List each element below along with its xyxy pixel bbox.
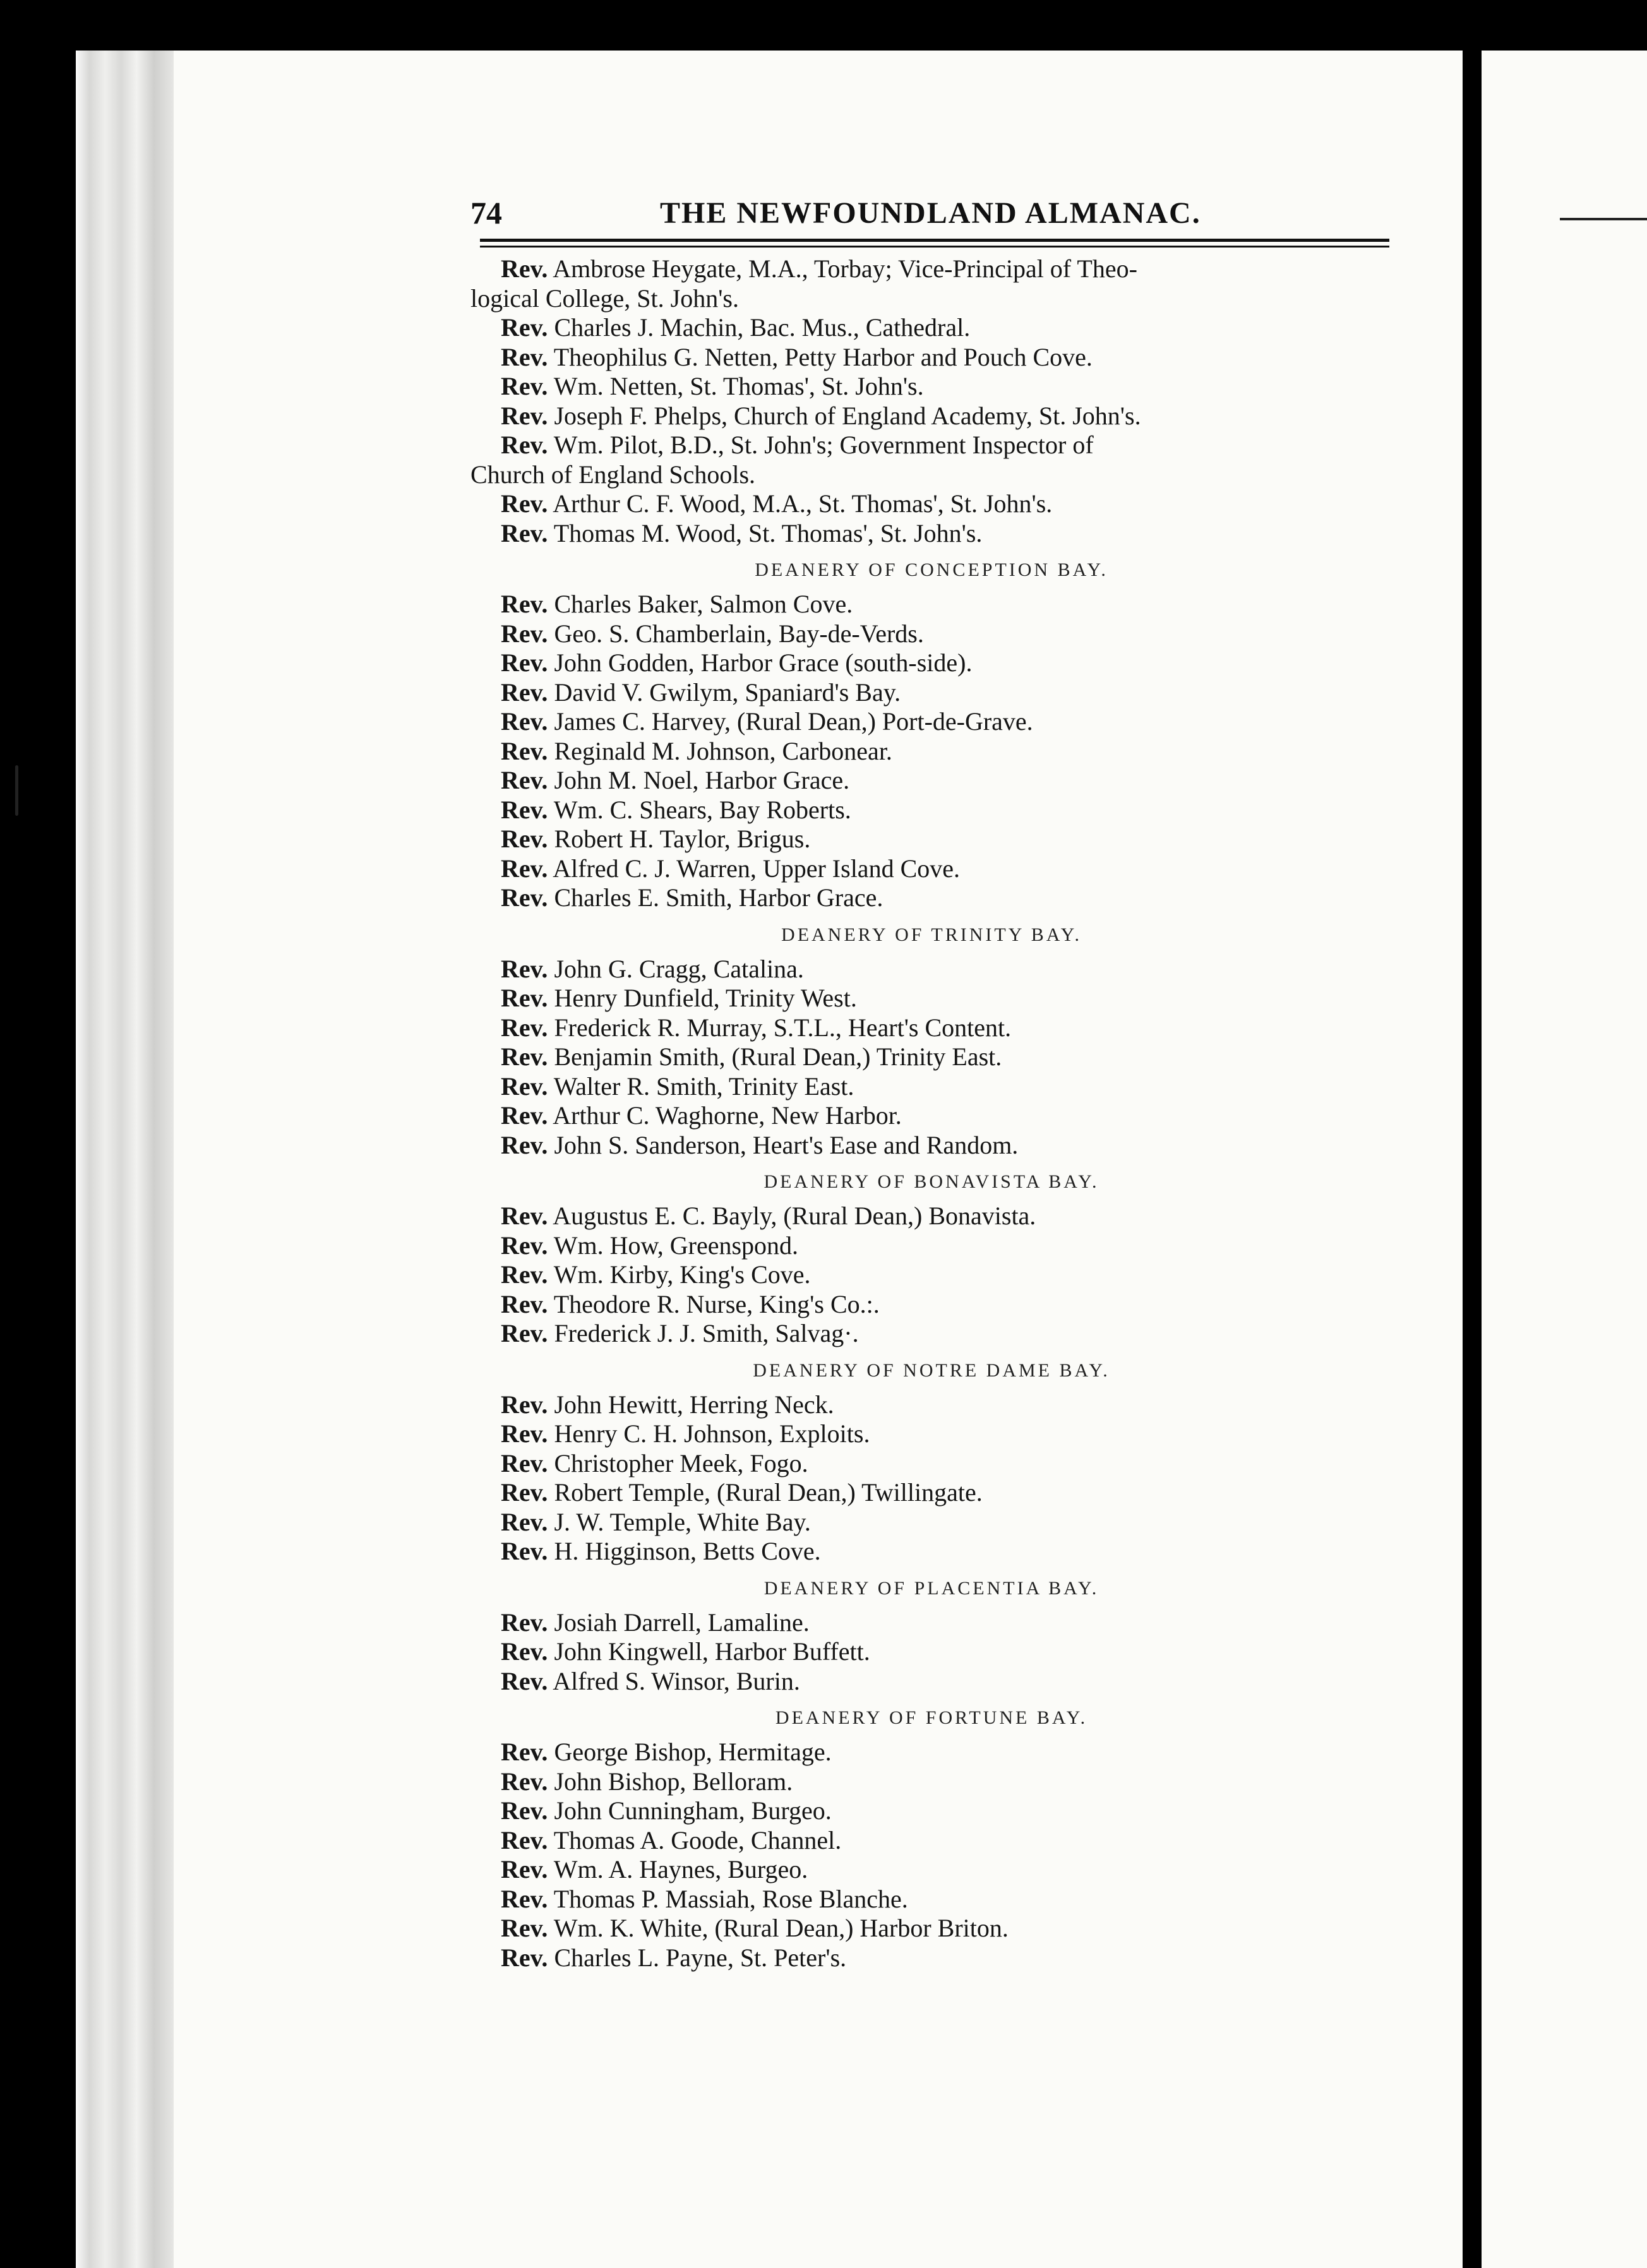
clergy-entry (470, 1260, 1392, 1290)
clergy-entry (470, 1637, 1392, 1667)
entry-text: John Bishop, Belloram. (548, 1767, 793, 1796)
clergy-entry (470, 402, 1392, 431)
clergy-entry (470, 648, 1392, 678)
entry-title: Rev. (501, 1608, 548, 1637)
entry-title: Rev. (501, 736, 548, 765)
entry-title: Rev. (501, 1914, 548, 1942)
clergy-entry (470, 1478, 1392, 1508)
clergy-entry (470, 1826, 1392, 1856)
entry-title: Rev. (501, 401, 548, 430)
entry-title: Rev. (501, 431, 548, 459)
entry-text: Wm. How, Greenspond. (548, 1231, 799, 1260)
entry-text: Wm. Kirby, King's Cove. (548, 1260, 811, 1289)
entry-text: Thomas A. Goode, Channel. (548, 1825, 842, 1854)
entry-text: Wm. K. White, (Rural Dean,) Harbor Briton. (548, 1914, 1009, 1942)
section-heading: DEANERY OF CONCEPTION BAY. (755, 559, 1108, 580)
entry-text: H. Higginson, Betts Cove. (548, 1537, 821, 1565)
header-rule (480, 239, 1389, 242)
entry-text: Josiah Darrell, Lamaline. (548, 1608, 810, 1637)
entry-text: Wm. C. Shears, Bay Roberts. (548, 795, 851, 824)
running-title: THE NEWFOUNDLAND ALMANAC. (660, 196, 1201, 230)
entry-title: Rev. (501, 1130, 548, 1159)
entry-text: John M. Noel, Harbor Grace. (548, 766, 850, 794)
entry-title: Rev. (501, 489, 548, 518)
clergy-entry (470, 766, 1392, 796)
entry-text: Henry C. H. Johnson, Exploits. (548, 1419, 870, 1448)
entry-title: Rev. (501, 1202, 548, 1230)
entry-title: Rev. (501, 1071, 548, 1101)
page-header (470, 194, 1392, 245)
entry-text: Frederick J. J. Smith, Salvag·. (548, 1319, 859, 1347)
entry-text: James C. Harvey, (Rural Dean,) Port-de-Grave. (548, 707, 1033, 736)
entry-title: Rev. (501, 1796, 548, 1825)
entry-continuation: logical College, St. John's. (470, 284, 739, 313)
clergy-entry (470, 1013, 1392, 1043)
header-rule-right-page (1560, 218, 1647, 220)
entry-title: Rev. (501, 1666, 548, 1695)
clergy-entry (470, 431, 1392, 460)
entry-text: Reginald M. Johnson, Carbonear. (548, 736, 892, 765)
section-heading: DEANERY OF NOTRE DAME BAY. (753, 1359, 1110, 1381)
clergy-entry (470, 1667, 1392, 1697)
margin-mark (15, 765, 18, 816)
clergy-entry (470, 1796, 1392, 1826)
entry-title: Rev. (501, 1419, 548, 1448)
clergy-entry (470, 883, 1392, 913)
clergy-entry (470, 1914, 1392, 1943)
entry-text: Wm. Pilot, B.D., St. John's; Government Inspector of (548, 431, 1094, 459)
page-number: 74 (470, 195, 502, 230)
entry-text: Walter R. Smith, Trinity East. (548, 1071, 854, 1101)
entry-title: Rev. (501, 1855, 548, 1883)
entry-continuation: Church of England Schools. (470, 460, 756, 489)
entry-title: Rev. (501, 1101, 548, 1130)
clergy-entry (470, 678, 1392, 708)
entry-text: Ambrose Heygate, M.A., Torbay; Vice-Principal of Theo- (548, 254, 1137, 283)
entry-text: John Cunningham, Burgeo. (548, 1796, 832, 1825)
clergy-entry (470, 1390, 1392, 1420)
entry-title: Rev. (501, 1825, 548, 1854)
clergy-entry (470, 737, 1392, 767)
clergy-entry (470, 1449, 1392, 1479)
clergy-entry (470, 1767, 1392, 1797)
entry-text: Alfred S. Winsor, Burin. (548, 1666, 800, 1695)
section-heading: DEANERY OF PLACENTIA BAY. (764, 1577, 1099, 1599)
clergy-entry (470, 1231, 1392, 1261)
entry-title: Rev. (501, 648, 548, 677)
entry-text: Wm. A. Haynes, Burgeo. (548, 1855, 808, 1883)
entry-text: Augustus E. C. Bayly, (Rural Dean,) Bonavista. (548, 1202, 1036, 1230)
entry-title: Rev. (501, 313, 548, 342)
clergy-entry (470, 1608, 1392, 1638)
clergy-entry (470, 1537, 1392, 1567)
clergy-entry (470, 796, 1392, 825)
clergy-entry (470, 854, 1392, 884)
entry-title: Rev. (501, 1013, 548, 1042)
entry-title: Rev. (501, 1231, 548, 1260)
entry-title: Rev. (501, 518, 548, 547)
clergy-entry (470, 590, 1392, 619)
header-rule-thin (480, 246, 1389, 248)
clergy-entry (470, 1072, 1392, 1102)
clergy-entry (470, 1319, 1392, 1349)
entry-title: Rev. (501, 1390, 548, 1419)
entry-text: Wm. Netten, St. Thomas', St. John's. (548, 372, 924, 400)
entry-text: John S. Sanderson, Heart's Ease and Random. (548, 1130, 1019, 1159)
clergy-entry (470, 313, 1392, 343)
entry-title: Rev. (501, 1943, 548, 1972)
entry-text: John G. Cragg, Catalina. (548, 954, 804, 983)
entry-text: Charles E. Smith, Harbor Grace. (548, 883, 883, 912)
section-heading: DEANERY OF FORTUNE BAY. (775, 1707, 1088, 1728)
entry-text: Charles Baker, Salmon Cove. (548, 590, 853, 618)
clergy-entry (470, 489, 1392, 519)
entry-title: Rev. (501, 766, 548, 794)
entry-text: Thomas M. Wood, St. Thomas', St. John's. (548, 518, 983, 547)
entry-title: Rev. (501, 254, 548, 283)
entry-title: Rev. (501, 372, 548, 400)
entry-text: Theophilus G. Netten, Petty Harbor and Pouch Cove. (548, 342, 1093, 371)
entry-title: Rev. (501, 1448, 548, 1477)
clergy-entry (470, 1202, 1392, 1231)
clergy-entry (470, 343, 1392, 373)
entry-title: Rev. (501, 707, 548, 736)
entry-title: Rev. (501, 1042, 548, 1071)
entry-title: Rev. (501, 1478, 548, 1507)
entry-text: Arthur C. Waghorne, New Harbor. (548, 1101, 902, 1130)
clergy-entry (470, 825, 1392, 854)
entry-text: Robert Temple, (Rural Dean,) Twillingate. (548, 1478, 983, 1507)
entry-text: J. W. Temple, White Bay. (548, 1507, 811, 1536)
entry-text: John Kingwell, Harbor Buffett. (548, 1637, 870, 1666)
entry-title: Rev. (501, 1260, 548, 1289)
clergy-entry (470, 1419, 1392, 1449)
entry-title: Rev. (501, 795, 548, 824)
clergy-entry (470, 372, 1392, 402)
entry-text: Benjamin Smith, (Rural Dean,) Trinity East. (548, 1042, 1002, 1071)
entry-text: Henry Dunfield, Trinity West. (548, 984, 857, 1012)
entry-text: Geo. S. Chamberlain, Bay-de-Verds. (548, 619, 924, 648)
right-page (1482, 51, 1647, 2268)
entry-text: John Hewitt, Herring Neck. (548, 1390, 834, 1419)
entry-text: Frederick R. Murray, S.T.L., Heart's Content. (548, 1013, 1012, 1042)
entry-text: Theodore R. Nurse, King's Co.:. (548, 1289, 880, 1318)
entry-text: Christopher Meek, Fogo. (548, 1448, 808, 1477)
clergy-list (470, 254, 1392, 1973)
entry-text: Alfred C. J. Warren, Upper Island Cove. (548, 854, 960, 883)
clergy-entry (470, 1101, 1392, 1131)
section-heading: DEANERY OF TRINITY BAY. (781, 924, 1082, 945)
entry-title: Rev. (501, 954, 548, 983)
entry-text: Charles L. Payne, St. Peter's. (548, 1943, 847, 1972)
entry-title: Rev. (501, 883, 548, 912)
clergy-entry (470, 1885, 1392, 1914)
entry-title: Rev. (501, 342, 548, 371)
section-heading: DEANERY OF BONAVISTA BAY. (764, 1171, 1099, 1192)
entry-text: Joseph F. Phelps, Church of England Academy, St. John's. (548, 401, 1141, 430)
clergy-entry (470, 707, 1392, 737)
entry-title: Rev. (501, 984, 548, 1012)
clergy-entry (470, 1508, 1392, 1537)
entry-title: Rev. (501, 619, 548, 648)
clergy-entry (470, 519, 1392, 549)
page-edge-shadow (76, 51, 174, 2268)
entry-text: George Bishop, Hermitage. (548, 1738, 832, 1766)
entry-title: Rev. (501, 677, 548, 707)
clergy-entry (470, 1738, 1392, 1767)
entry-title: Rev. (501, 1289, 548, 1318)
entry-title: Rev. (501, 1319, 548, 1347)
entry-text: Thomas P. Massiah, Rose Blanche. (548, 1884, 908, 1913)
clergy-entry (470, 1943, 1392, 1973)
entry-title: Rev. (501, 1767, 548, 1796)
clergy-entry (470, 254, 1392, 284)
clergy-entry (470, 1290, 1392, 1320)
entry-text: Charles J. Machin, Bac. Mus., Cathedral. (548, 313, 971, 342)
entry-title: Rev. (501, 825, 548, 853)
clergy-entry (470, 955, 1392, 984)
clergy-entry (470, 984, 1392, 1013)
entry-title: Rev. (501, 590, 548, 618)
entry-title: Rev. (501, 1738, 548, 1766)
entry-title: Rev. (501, 1537, 548, 1565)
entry-text: Arthur C. F. Wood, M.A., St. Thomas', St. John's. (548, 489, 1053, 518)
entry-title: Rev. (501, 854, 548, 883)
clergy-entry (470, 1131, 1392, 1161)
clergy-entry (470, 1855, 1392, 1885)
entry-text: John Godden, Harbor Grace (south-side). (548, 648, 973, 677)
entry-text: David V. Gwilym, Spaniard's Bay. (548, 677, 901, 707)
entry-title: Rev. (501, 1637, 548, 1666)
entry-text: Robert H. Taylor, Brigus. (548, 825, 811, 853)
clergy-entry (470, 1042, 1392, 1072)
entry-title: Rev. (501, 1507, 548, 1536)
clergy-entry (470, 619, 1392, 649)
entry-title: Rev. (501, 1884, 548, 1913)
